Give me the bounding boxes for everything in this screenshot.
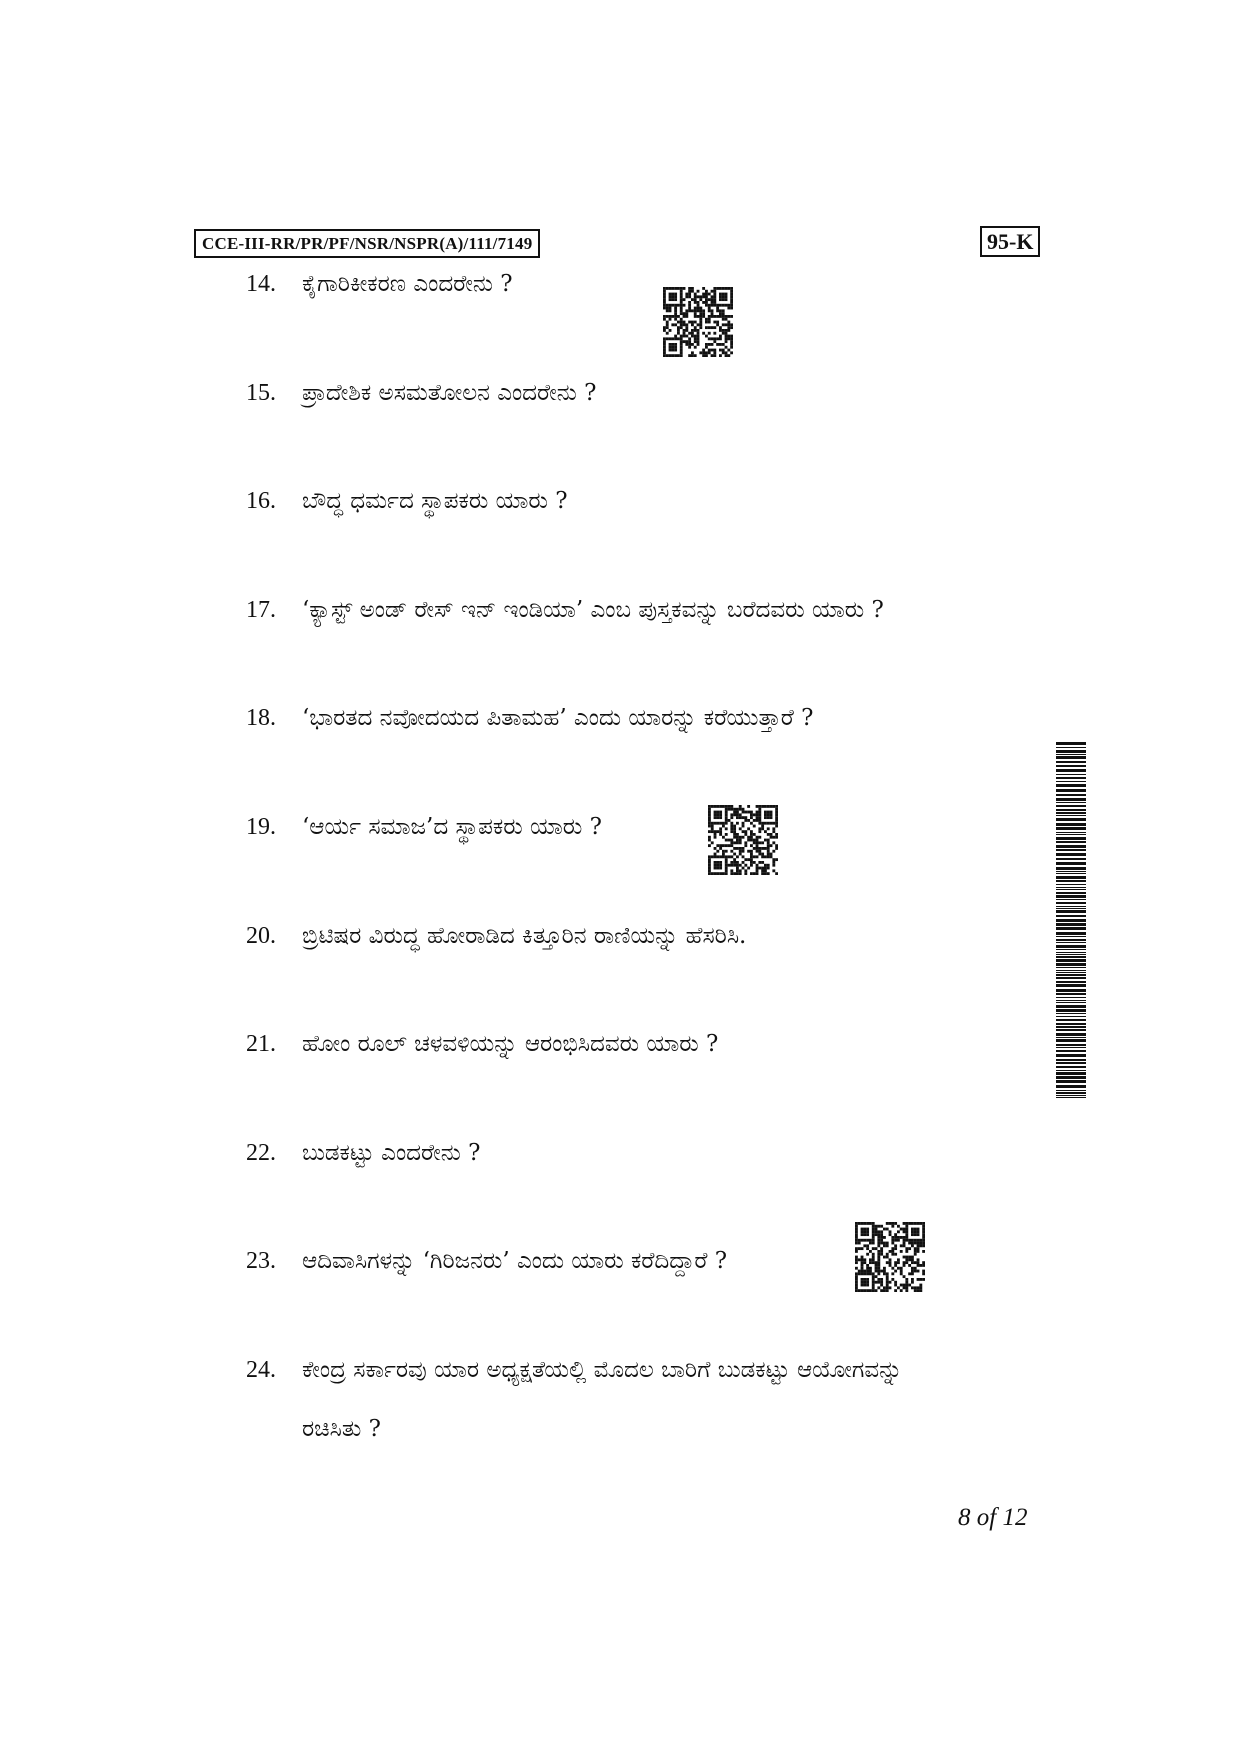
question-23: [246, 1245, 1056, 1277]
page-number: [958, 1504, 1027, 1532]
question-number: 20.: [246, 923, 276, 949]
question-15: [246, 377, 1056, 409]
question-18: [246, 702, 1056, 734]
question-number: 14.: [246, 271, 276, 297]
question-number: 23.: [246, 1248, 276, 1274]
question-text: ‘ಭಾರತದ ನವೋದಯದ ಪಿತಾಮಹ’ ಎಂದು ಯಾರನ್ನು ಕರೆಯುತ್ತಾರೆ ?: [302, 705, 814, 731]
total-pages: 12: [1002, 1504, 1028, 1531]
question-22: [246, 1137, 1056, 1169]
question-number: 21.: [246, 1031, 276, 1057]
question-text: ‘ಕ್ಯಾಸ್ಟ್ ಅಂಡ್ ರೇಸ್ ಇನ್ ಇಂಡಿಯಾ’ ಎಂಬ ಪುಸ್ತಕವನ್ನು ಬರೆದವರು ಯಾರು ?: [302, 597, 884, 623]
question-14: [246, 268, 1056, 300]
question-text: ಆದಿವಾಸಿಗಳನ್ನು ‘ಗಿರಿಜನರು’ ಎಂದು ಯಾರು ಕರೆದಿದ್ದಾರೆ ?: [302, 1248, 728, 1274]
question-number: 24.: [246, 1357, 276, 1383]
question-text: ಬೌದ್ಧ ಧರ್ಮದ ಸ್ಥಾಪಕರು ಯಾರು ?: [302, 488, 568, 514]
question-number: 19.: [246, 814, 276, 840]
question-text-continued: ರಚಿಸಿತು ?: [302, 1416, 381, 1442]
question-text: ಹೋಂ ರೂಲ್ ಚಳವಳಿಯನ್ನು ಆರಂಭಿಸಿದವರು ಯಾರು ?: [302, 1031, 719, 1057]
current-page: 8: [958, 1504, 971, 1531]
question-21: [246, 1028, 1056, 1060]
qr-code-icon: [663, 287, 733, 357]
question-text: ಕೇಂದ್ರ ಸರ್ಕಾರವು ಯಾರ ಅಧ್ಯಕ್ಷತೆಯಲ್ಲಿ ಮೊದಲ ಬಾರಿಗೆ ಬುಡಕಟ್ಟು ಆಯೋಗವನ್ನು: [302, 1357, 903, 1383]
of-label: of: [976, 1504, 997, 1531]
question-text: ‘ಆರ್ಯ ಸಮಾಜ’ದ ಸ್ಥಾಪಕರು ಯಾರು ?: [302, 814, 602, 840]
exam-code: CCE-III-RR/PR/PF/NSR/NSPR(A)/111/7149: [202, 234, 533, 253]
paper-code-box: [980, 226, 1040, 257]
question-19: [246, 811, 1056, 843]
question-text: ಬುಡಕಟ್ಟು ಎಂದರೇನು ?: [302, 1140, 481, 1166]
question-number: 22.: [246, 1140, 276, 1166]
question-16: [246, 485, 1056, 517]
barcode-icon: [1056, 742, 1086, 1100]
question-text: ಕೈಗಾರಿಕೀಕರಣ ಎಂದರೇನು ?: [302, 271, 513, 297]
question-number: 16.: [246, 488, 276, 514]
question-number: 15.: [246, 380, 276, 406]
question-number: 17.: [246, 597, 276, 623]
question-24: [246, 1354, 1056, 1445]
qr-code-icon: [855, 1222, 925, 1292]
question-17: [246, 594, 1056, 626]
paper-code: 95-K: [987, 229, 1034, 254]
qr-code-icon: [708, 805, 778, 875]
exam-code-box: [194, 229, 540, 258]
question-number: 18.: [246, 705, 276, 731]
question-text: ಪ್ರಾದೇಶಿಕ ಅಸಮತೋಲನ ಎಂದರೇನು ?: [302, 380, 597, 406]
question-text: ಬ್ರಿಟಿಷರ ವಿರುದ್ಧ ಹೋರಾಡಿದ ಕಿತ್ತೂರಿನ ರಾಣಿಯನ್ನು ಹೆಸರಿಸಿ.: [302, 923, 747, 949]
question-20: [246, 920, 1056, 952]
